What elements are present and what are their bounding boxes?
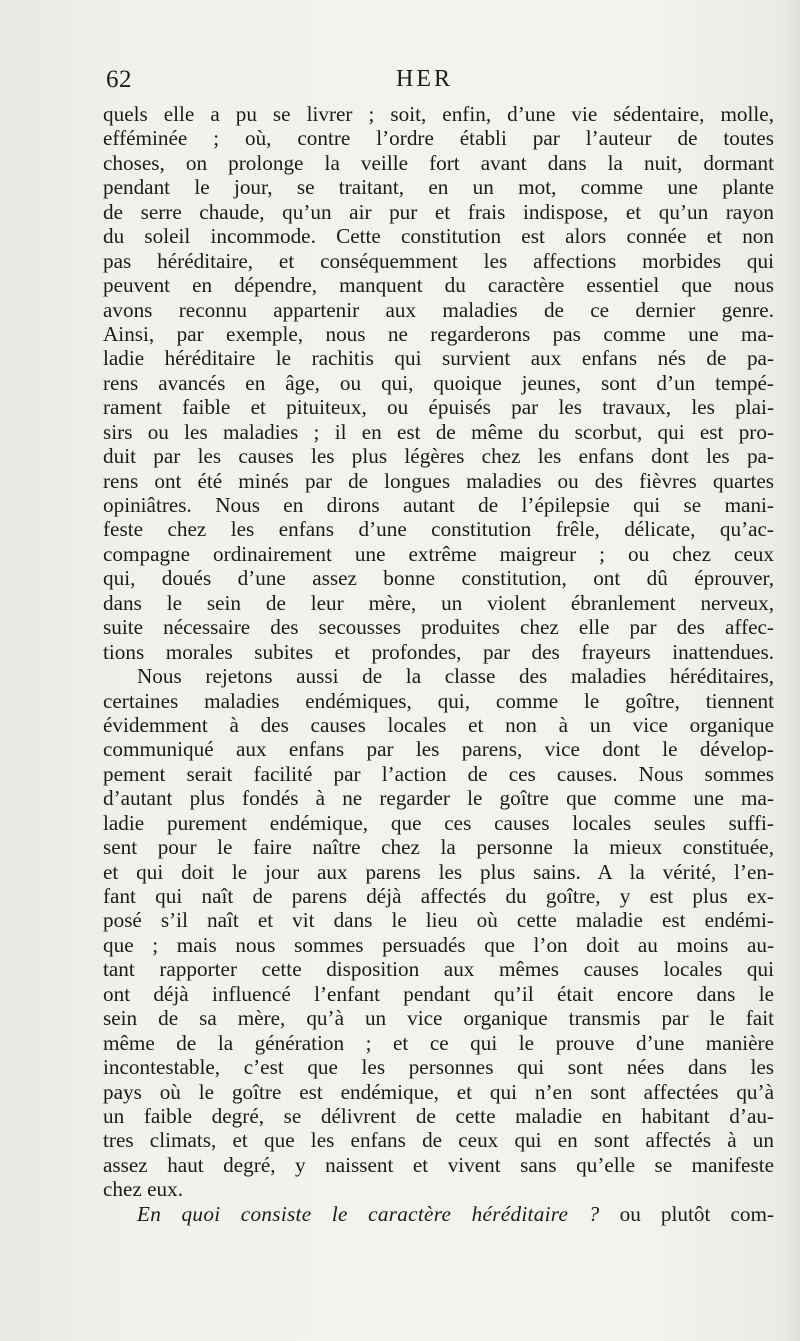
text-line: dans le sein de leur mère, un violent ébranlement nerveux, xyxy=(103,590,774,615)
line-continuation: ou plutôt com- xyxy=(599,1201,774,1226)
text-line: efféminée ; où, contre l’ordre établi par l’auteur de toutes xyxy=(103,126,774,151)
text-line: pas héréditaire, et conséquemment les affections morbides qui xyxy=(103,248,774,273)
text-line: opiniâtres. Nous en dirons autant de l’épilepsie qui se mani- xyxy=(103,493,774,517)
page-number: 62 xyxy=(106,66,132,93)
paragraph-start-line xyxy=(103,1202,774,1226)
text-line: certaines maladies endémiques, qui, comme le goître, tiennent xyxy=(103,688,774,713)
text-line: du soleil incommode. Cette constitution est alors connée et non xyxy=(103,224,774,249)
text-line: sirs ou les maladies ; il en est de même du scorbut, qui est pro- xyxy=(103,419,774,444)
text-line: pays où le goître est endémique, et qui n’en sont affectées qu’à xyxy=(103,1079,774,1104)
text-line: pement serait facilité par l’action de ces causes. Nous sommes xyxy=(103,761,774,786)
text-line: de serre chaude, qu’un air pur et frais indispose, et qu’un rayon xyxy=(103,199,774,224)
italic-question: En quoi consiste le caractère héréditaire ? xyxy=(137,1201,600,1226)
text-line: duit par les causes les plus légères chez les enfans dont les pa- xyxy=(103,444,774,469)
paragraph-end-line: chez eux. xyxy=(103,1177,183,1202)
text-line: pendant le jour, se traitant, en un mot, comme une plante xyxy=(103,175,774,200)
text-line: assez haut degré, y naissent et vivent sans qu’elle se manifeste xyxy=(103,1152,774,1177)
text-line: et qui doit le jour aux parens les plus sains. A la vérité, l’en- xyxy=(103,859,774,884)
text-line: avons reconnu appartenir aux maladies de ce dernier genre. xyxy=(103,297,774,322)
paragraph-start-line: Nous rejetons aussi de la classe des maladies héréditaires, xyxy=(137,664,774,689)
text-line: rens ont été minés par de longues maladies ou des fièvres quartes xyxy=(103,468,774,493)
text-line: évidemment à des causes locales et non à un vice organique xyxy=(103,712,774,737)
text-line: tant rapporter cette disposition aux mêmes causes locales qui xyxy=(103,957,774,982)
text-line: compagne ordinairement une extrême maigreur ; ou chez ceux xyxy=(103,541,774,566)
text-line: ladie purement endémique, que ces causes locales seules suffi- xyxy=(103,810,774,835)
text-line: même de la génération ; et ce qui le prouve d’une manière xyxy=(103,1030,774,1055)
text-line: quels elle a pu se livrer ; soit, enfin, d’une vie sédentaire, molle, xyxy=(103,102,774,126)
text-line: peuvent en dépendre, manquent du caractère essentiel que nous xyxy=(103,273,774,298)
text-line: tres climats, et que les enfans de ceux qui en sont affectés à un xyxy=(103,1128,774,1153)
running-head: HER xyxy=(396,66,453,92)
text-line: qui, doués d’une assez bonne constitution, ont dû éprouver, xyxy=(103,566,774,591)
text-line: fant qui naît de parens déjà affectés du goître, y est plus ex- xyxy=(103,884,774,908)
body-text xyxy=(103,102,774,1226)
page-edge-shadow xyxy=(782,0,800,1341)
text-line: sent pour le faire naître chez la personne la mieux constituée, xyxy=(103,835,774,860)
text-line: choses, on prolonge la veille fort avant dans la nuit, dormant xyxy=(103,150,774,175)
text-line: posé s’il naît et vit dans le lieu où cette maladie est endémi- xyxy=(103,908,774,933)
text-line: ladie héréditaire le rachitis qui survient aux enfans nés de pa- xyxy=(103,346,774,371)
text-line: d’autant plus fondés à ne regarder le goître que comme une ma- xyxy=(103,786,774,811)
text-line: que ; mais nous sommes persuadés que l’on doit au moins au- xyxy=(103,932,774,957)
text-line: communiqué aux enfans par les parens, vice dont le dévelop- xyxy=(103,737,774,762)
text-line: incontestable, c’est que les personnes qui sont nées dans les xyxy=(103,1055,774,1080)
text-line: Ainsi, par exemple, nous ne regarderons pas comme une ma- xyxy=(103,321,774,346)
page-header xyxy=(100,66,790,96)
text-line: rens avancés en âge, ou qui, quoique jeunes, sont d’un tempé- xyxy=(103,370,774,395)
text-line: tions morales subites et profondes, par des frayeurs inattendues. xyxy=(103,639,774,664)
text-line: un faible degré, se délivrent de cette maladie en habitant d’au- xyxy=(103,1103,774,1128)
text-line: sein de sa mère, qu’à un vice organique transmis par le fait xyxy=(103,1006,774,1031)
text-line: rament faible et pituiteux, ou épuisés par les travaux, les plai- xyxy=(103,395,774,420)
text-line: suite nécessaire des secousses produites chez elle par des affec- xyxy=(103,615,774,640)
text-line: ont déjà influencé l’enfant pendant qu’il était encore dans le xyxy=(103,981,774,1006)
text-line: feste chez les enfans d’une constitution frêle, délicate, qu’ac- xyxy=(103,517,774,542)
